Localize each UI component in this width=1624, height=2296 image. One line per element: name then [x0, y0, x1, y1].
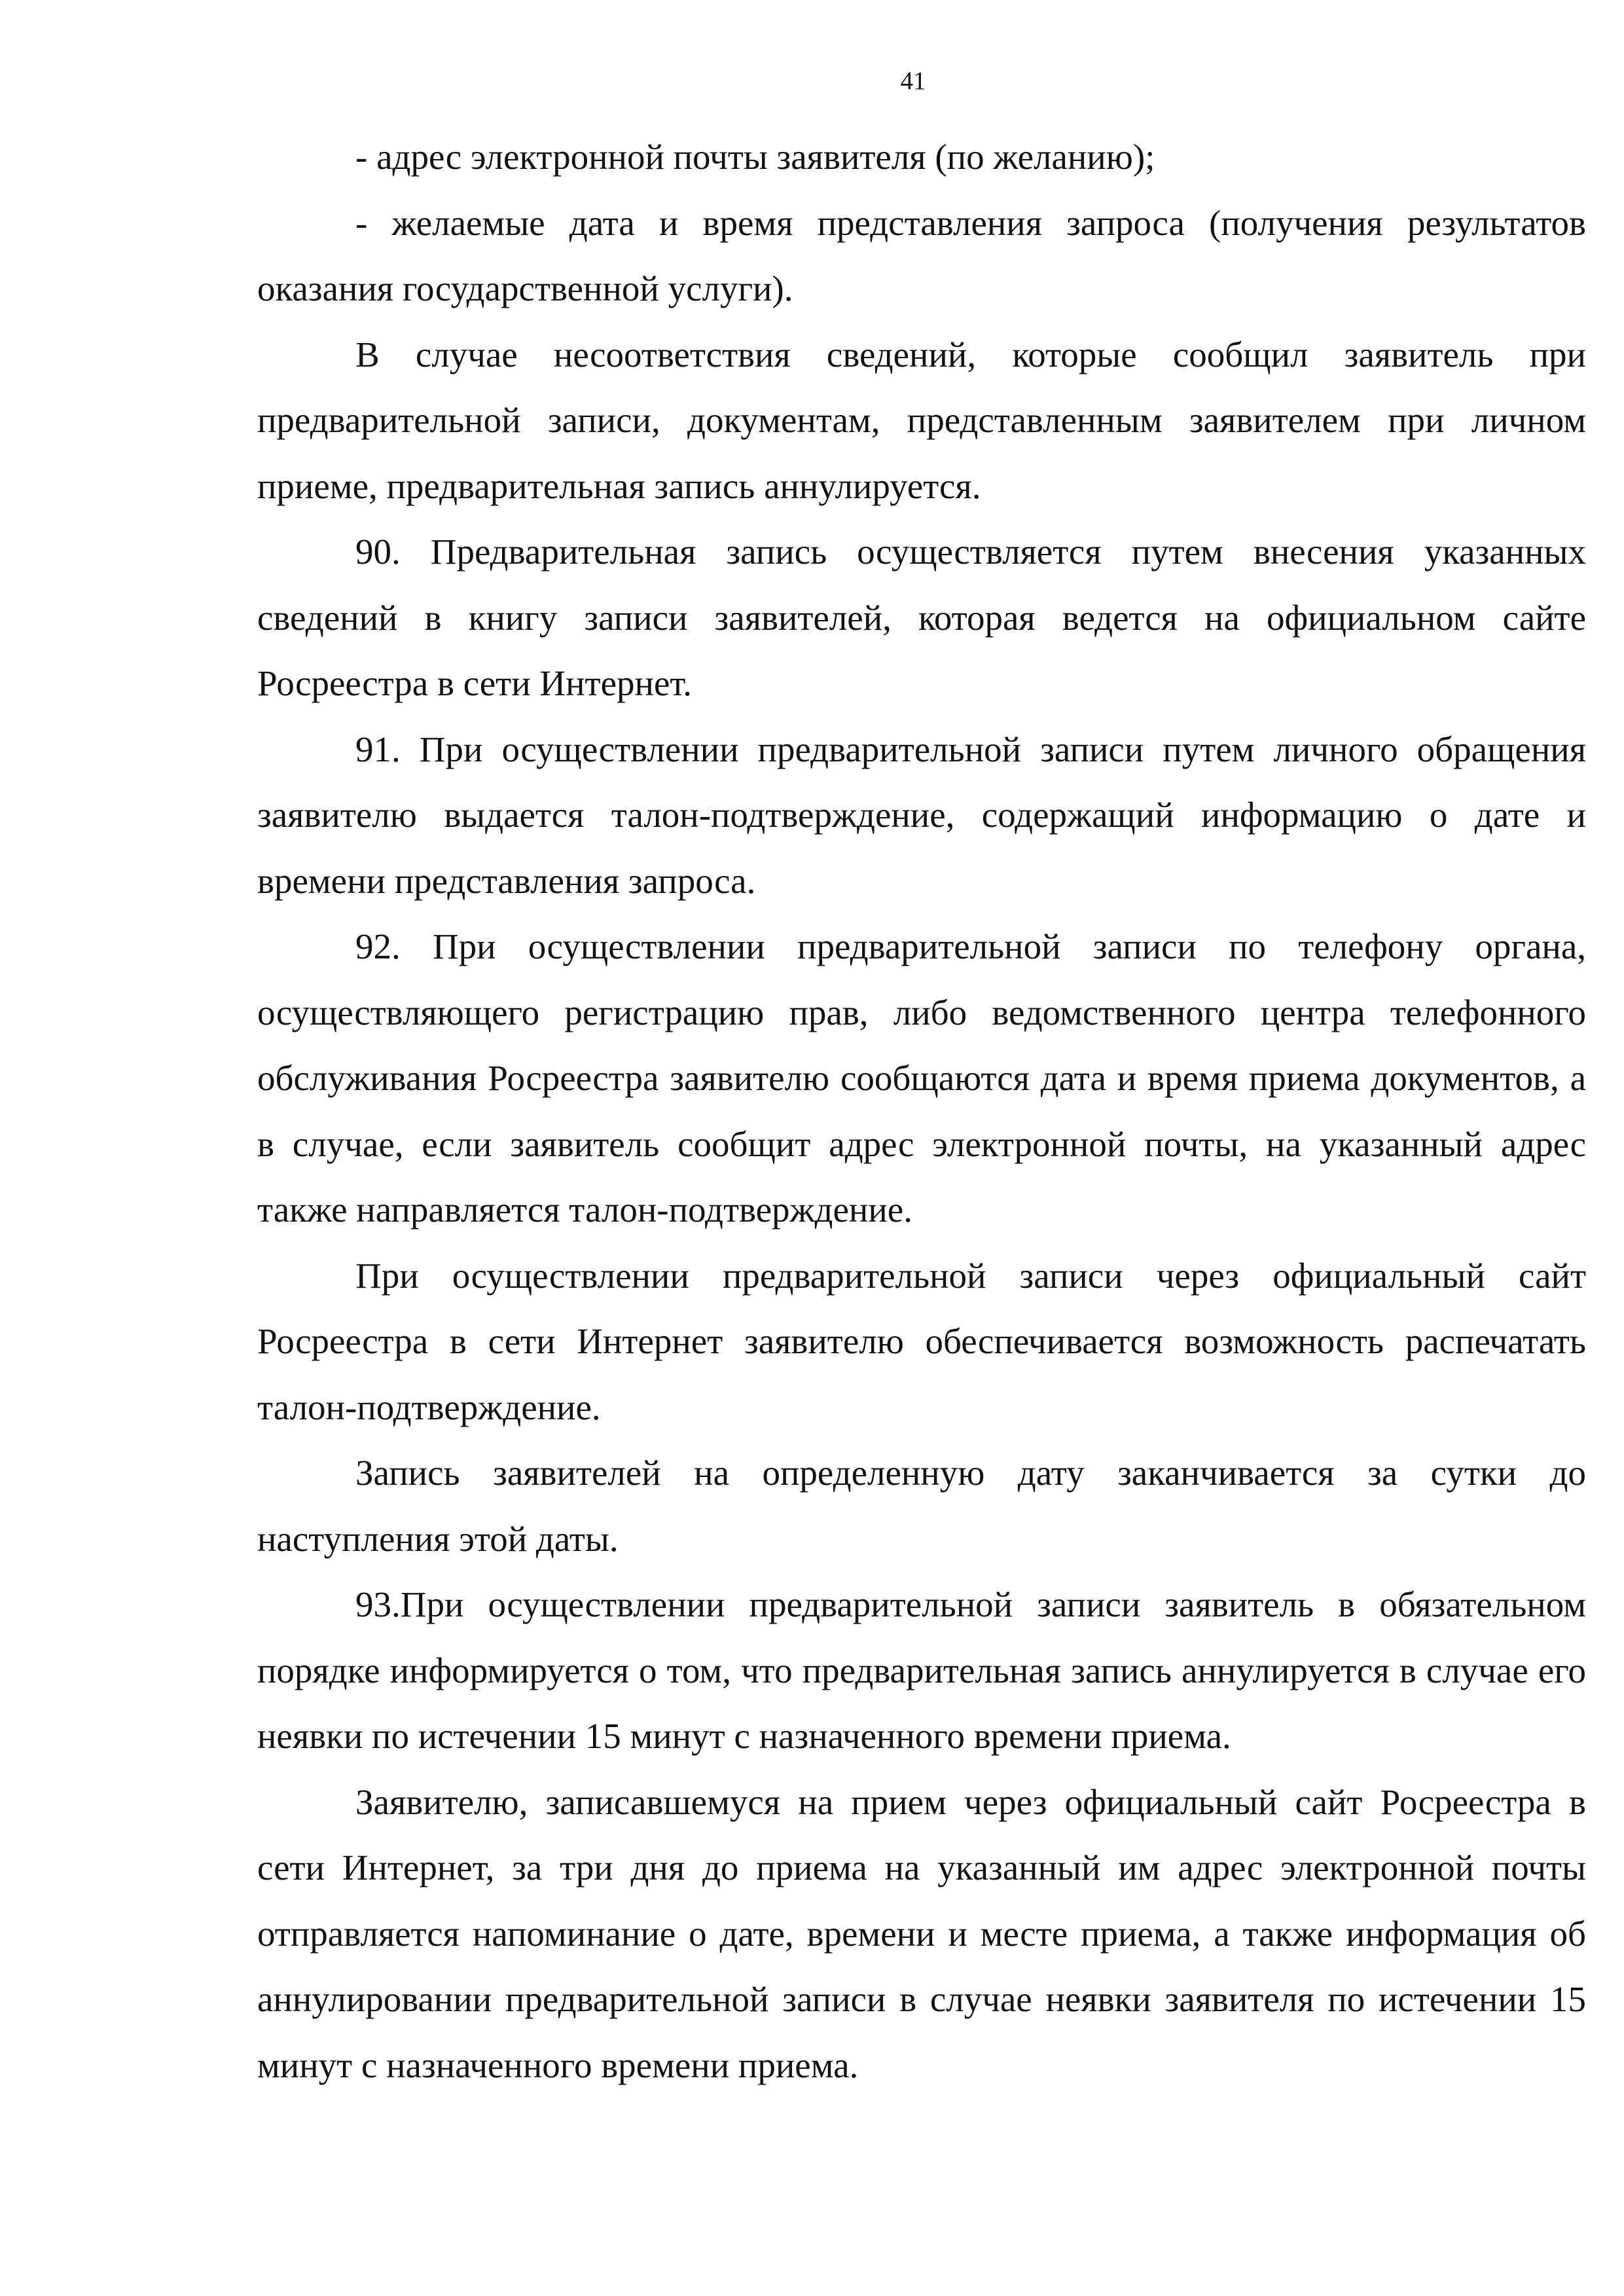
paragraph-record-deadline: Запись заявителей на определенную дату заканчивается за сутки до наступления этой даты.	[257, 1453, 1586, 1559]
paragraph-mismatch: В случае несоответствия сведений, которые сообщил заявитель при предварительной записи, документам, представленным заявителем при личном приеме, предварительная запись аннулируется.	[257, 334, 1586, 506]
paragraph-item-91: 91. При осуществлении предварительной записи путем личного обращения заявителю выдается талон-подтверждение, содержащий информацию о дате и времени представления запроса.	[257, 729, 1586, 901]
paragraph-item-93: 93.При осуществлении предварительной записи заявитель в обязательном порядке информируется о том, что предварительная запись аннулируется в случае его неявки по истечении 15 минут с назначенного времени приема.	[257, 1584, 1586, 1756]
paragraph-desired-datetime: - желаемые дата и время представления запроса (получения результатов оказания государственной услуги).	[257, 202, 1586, 308]
document-body	[257, 124, 1586, 2098]
paragraph-item-92: 92. При осуществлении предварительной записи по телефону органа, осуществляющего регистрацию прав, либо ведомственного центра телефонного обслуживания Росреестра заявителю сообщаются дата и время приема документов, а в случае, если заявитель сообщит адрес электронной почты, на указанный адрес также направляется талон-подтверждение.	[257, 926, 1586, 1230]
page-number: 41	[900, 67, 926, 95]
paragraph-item-90: 90. Предварительная запись осуществляется путем внесения указанных сведений в книгу записи заявителей, которая ведется на официальном сайте Росреестра в сети Интернет.	[257, 532, 1586, 703]
paragraph-website-print: При осуществлении предварительной записи через официальный сайт Росреестра в сети Интернет заявителю обеспечивается возможность распечатать талон-подтверждение.	[257, 1255, 1586, 1427]
paragraph-reminder: Заявителю, записавшемуся на прием через официальный сайт Росреестра в сети Интернет, за три дня до приема на указанный им адрес электронной почты отправляется напоминание о дате, времени и месте приема, а также информация об аннулировании предварительной записи в случае неявки заявителя по истечении 15 минут с назначенного времени приема.	[257, 1781, 1586, 2085]
paragraph-email: - адрес электронной почты заявителя (по желанию);	[355, 137, 1155, 177]
